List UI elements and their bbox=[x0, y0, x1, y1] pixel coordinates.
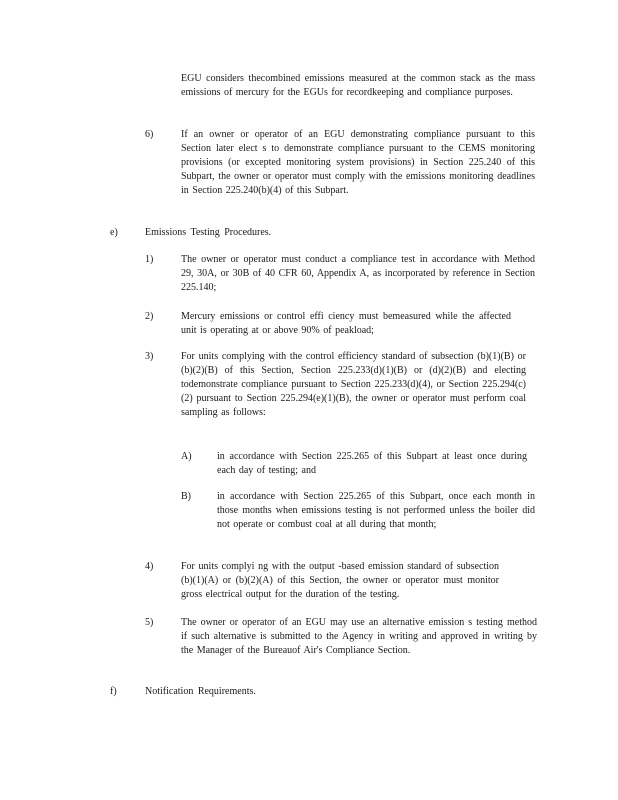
item-e3b-text: in accordance with Section 225.265 of this Subpart, once each month in those months when emissions testing is not performed unless the boiler did not operate or combust coal at all during that month; bbox=[217, 491, 535, 530]
item-e2-text: Mercury emissions or control effi ciency must bemeasured while the affected unit is operating at or above 90% of peakload; bbox=[181, 311, 511, 336]
section-e-title: Emissions Testing Procedures. bbox=[145, 227, 272, 238]
item-e1-text: The owner or operator must conduct a compliance test in accordance with Method 29, 30A, or 30B of 40 CFR 60, Appendix A, as incorporated by reference in Section 225.140; bbox=[181, 254, 535, 293]
item-e5-label: 5) bbox=[145, 617, 154, 628]
item-e3-label: 3) bbox=[145, 351, 154, 362]
item-e3b-label: B) bbox=[181, 491, 191, 502]
item-6-text: If an owner or operator of an EGU demonstrating compliance pursuant to this Section later elect s to demonstrate compliance pursuant to the CEMS monitoring provisions (or excepted monitoring system provisions) in Section 225.240 of this Subpart, the owner or operator must comply with the emissions monitoring deadlines in Section 225.240(b)(4) of this Subpart. bbox=[181, 129, 535, 196]
item-e4-label: 4) bbox=[145, 561, 154, 572]
item-e5-text: The owner or operator of an EGU may use an alternative emission s testing method if such alternative is submitted to the Agency in writing and approved in writing by the Manager of the Bureauof Air's Compliance Section. bbox=[181, 617, 537, 656]
item-e3-text: For units complying with the control efficiency standard of subsection (b)(1)(B) or (b)(2)(B) of this Section, Section 225.233(d)(1)(B) or (d)(2)(B) and electing todemonstrate compliance pursuant to Section 225.233(d)(4), or Section 225.294(c)(2) pursuant to Section 225.294(e)(1)(B), the owner or operator must perform coal sampling as follows: bbox=[181, 351, 526, 418]
section-f-label: f) bbox=[110, 686, 117, 697]
item-e4-text: For units complyi ng with the output -based emission standard of subsection (b)(1)(A) or (b)(2)(A) of this Section, the owner or operator must monitor gross electrical output for the duration of the testing. bbox=[181, 561, 499, 600]
item-e1-label: 1) bbox=[145, 254, 154, 265]
item-e3a-label: A) bbox=[181, 451, 192, 462]
section-e-label: e) bbox=[110, 227, 118, 238]
item-e3a-text: in accordance with Section 225.265 of this Subpart at least once during each day of testing; and bbox=[217, 451, 527, 476]
continuation-paragraph: EGU considers thecombined emissions measured at the common stack as the mass emissions of mercury for the EGUs for recordkeeping and compliance purposes. bbox=[181, 73, 535, 98]
item-6-label: 6) bbox=[145, 129, 154, 140]
section-f-title: Notification Requirements. bbox=[145, 686, 256, 697]
item-e2-label: 2) bbox=[145, 311, 154, 322]
